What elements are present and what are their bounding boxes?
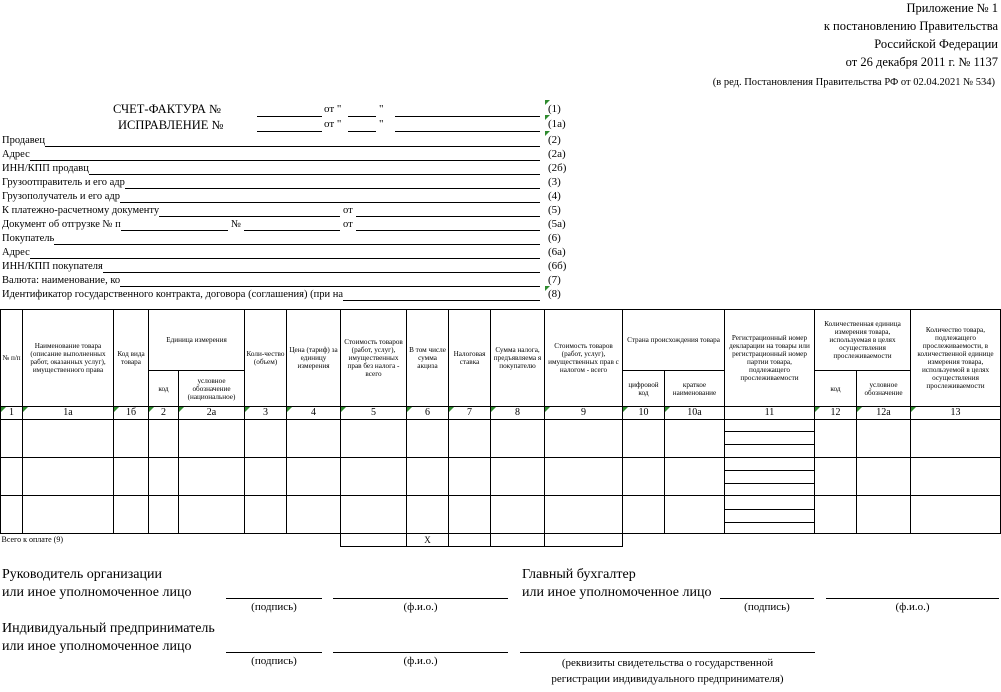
col-header-trace-unit: Количественная единица измерения товара, используемая в целях осуществления прослеживаемости (815, 310, 911, 371)
field-line-seller[interactable] (2, 146, 540, 147)
correction-day-field[interactable] (348, 131, 376, 132)
field-line-buyer[interactable] (2, 244, 540, 245)
col-header-excise: В том числе сумма акциза (407, 310, 449, 407)
col-number: 7 (449, 407, 491, 420)
col-header-trace-code: код (815, 371, 857, 407)
total-cost-tax[interactable] (545, 534, 623, 547)
reg-subline (725, 509, 815, 510)
marker-icon (545, 115, 550, 120)
col-header-unit-name: условное обозначение (национальное) (179, 371, 245, 407)
col-number: 9 (545, 407, 623, 420)
marker-icon (179, 407, 184, 412)
marker-icon (23, 407, 28, 412)
marker-icon (857, 407, 862, 412)
col-number: 12 (815, 407, 857, 420)
goods-table (0, 309, 1001, 547)
field-label-buyer-address: Адрес (2, 247, 30, 258)
marker-icon (545, 407, 550, 412)
invoice-day-field[interactable] (348, 116, 376, 117)
field-code-buyer-inn: (6б) (548, 260, 567, 272)
total-label: Всего к оплате (9) (1, 534, 341, 547)
marker-icon (1, 407, 6, 412)
col-number: 11 (725, 407, 815, 420)
marker-icon (114, 407, 119, 412)
marker-icon (545, 100, 550, 105)
col-number: 1а (23, 407, 114, 420)
field-label-buyer: Покупатель (2, 233, 55, 244)
head-sign-caption: (подпись) (251, 601, 297, 613)
accountant-line2: или иное уполномоченное лицо (522, 585, 712, 600)
invoice-label: СЧЕТ-ФАКТУРА № (113, 102, 221, 116)
total-cost-no-tax[interactable] (341, 534, 407, 547)
appendix-line4: от 26 декабря 2011 г. № 1137 (845, 55, 998, 69)
col-number: 10 (623, 407, 665, 420)
total-tax[interactable] (491, 534, 545, 547)
marker-icon (545, 131, 550, 136)
edition-note: (в ред. Постановления Правительства РФ от 02.04.2021 № 534) (712, 77, 995, 88)
invoice-code: (1) (548, 103, 561, 115)
reg-subline (725, 483, 815, 484)
appendix-line2: к постановлению Правительства (823, 19, 998, 33)
accountant-label (522, 566, 711, 602)
col-header-cost-tax: Стоимость товаров (работ, услуг), имущественных прав с налогом - всего (545, 310, 623, 407)
invoice-number-field[interactable] (257, 116, 322, 117)
marker-icon (911, 407, 916, 412)
col-header-trace-qty: Количество товара, подлежащего прослеживаемости, в количественной единице измерения товара, используемой в целях осуществления прослеживаемости (911, 310, 1001, 407)
invoice-date-field[interactable] (395, 116, 540, 117)
marker-icon (815, 407, 820, 412)
reg-subline (725, 522, 815, 523)
marker-icon (623, 407, 628, 412)
ip-line2: или иное уполномоченное лицо (2, 639, 192, 654)
col-header-reg: Регистрационный номер декларации на товары или регистрационный номер партии товара, подлежащего прослеживаемости (725, 310, 815, 407)
head-sign-field[interactable] (226, 598, 322, 599)
head-fio-caption: (ф.и.о.) (403, 601, 438, 613)
col-header-kind: Код вида товара (114, 310, 149, 407)
col-number: 3 (245, 407, 287, 420)
correction-quote: " (379, 118, 384, 130)
field-code-currency: (7) (548, 274, 561, 286)
marker-icon (407, 407, 412, 412)
field-code-buyer-address: (6а) (548, 246, 566, 258)
correction-number-field[interactable] (257, 131, 322, 132)
col-header-unit: Единица измерения (149, 310, 245, 371)
field-label-seller-address: Адрес (2, 149, 30, 160)
appendix-line3: Российской Федерации (874, 37, 998, 51)
field-from-shipping-doc: от (340, 219, 356, 231)
col-header-country: Страна происхождения товара (623, 310, 725, 371)
col-number: 1 (1, 407, 23, 420)
col-header-country-code: цифровой код (623, 371, 665, 407)
field-line-buyer-address[interactable] (2, 258, 540, 259)
correction-from: от " (324, 118, 342, 130)
marker-icon (665, 407, 670, 412)
accountant-fio-caption: (ф.и.о.) (895, 601, 930, 613)
correction-label: ИСПРАВЛЕНИЕ № (118, 118, 224, 132)
accountant-sign-caption: (подпись) (744, 601, 790, 613)
reg-subline (725, 444, 815, 445)
field-label-payment-doc: К платежно-расчетному документу (2, 205, 160, 216)
invoice-from: от " (324, 103, 342, 115)
col-number: 8 (491, 407, 545, 420)
field-code-seller-address: (2а) (548, 148, 566, 160)
field-code-payment-doc: (5) (548, 204, 561, 216)
marker-icon (149, 407, 154, 412)
col-header-rate: Налоговая ставка (449, 310, 491, 407)
head-label (2, 566, 191, 602)
marker-icon (245, 407, 250, 412)
field-code-shipping-doc: (5а) (548, 218, 566, 230)
appendix-block (824, 0, 998, 70)
correction-code: (1а) (548, 118, 566, 130)
field-label-seller: Продавец (2, 135, 45, 146)
reg-subline (725, 431, 815, 432)
ip-fio-field[interactable] (333, 652, 508, 653)
col-number: 6 (407, 407, 449, 420)
field-label-consignee: Грузополучатель и его адр (2, 191, 120, 202)
col-header-price: Цена (тариф) за единицу измерения (287, 310, 341, 407)
total-excise: Х (407, 534, 449, 547)
col-number: 13 (911, 407, 1001, 420)
col-header-tax: Сумма налога, предъявляема я покупателю (491, 310, 545, 407)
ip-reg-caption (520, 655, 815, 687)
ip-label (2, 620, 215, 656)
accountant-line1: Главный бухгалтер (522, 567, 636, 582)
col-header-country-name: краткое наименование (665, 371, 725, 407)
col-number: 2 (149, 407, 179, 420)
col-header-name: Наименование товара (описание выполненных работ, оказанных услуг), имущественного права (23, 310, 114, 407)
field-label-shipper: Грузоотправитель и его адр (2, 177, 125, 188)
field-label-currency: Валюта: наименование, ко (2, 275, 121, 286)
col-number: 2а (179, 407, 245, 420)
ip-sign-caption: (подпись) (251, 655, 297, 667)
accountant-sign-field[interactable] (720, 598, 814, 599)
field-label-contract-id: Идентификатор государственного контракта, договора (соглашения) (при на (2, 289, 343, 300)
head-line2: или иное уполномоченное лицо (2, 585, 192, 600)
total-row (1, 534, 1001, 547)
reg-subline (725, 470, 815, 471)
correction-date-field[interactable] (395, 131, 540, 132)
field-code-buyer: (6) (548, 232, 561, 244)
ip-sign-field[interactable] (226, 652, 322, 653)
col-header-cost-no-tax: Стоимость товаров (работ, услуг), имущественных прав без налога - всего (341, 310, 407, 407)
ip-reg-line2: регистрации индивидуального предпринимателя) (551, 673, 784, 685)
field-code-seller-inn: (2б) (548, 162, 567, 174)
field-code-shipper: (3) (548, 176, 561, 188)
col-header-qty: Коли-чество (объем) (245, 310, 287, 407)
col-header-no: № п/п (1, 310, 23, 407)
head-fio-field[interactable] (333, 598, 508, 599)
marker-icon (341, 407, 346, 412)
field-line-seller-address[interactable] (2, 160, 540, 161)
col-number: 1б (114, 407, 149, 420)
head-line1: Руководитель организации (2, 567, 162, 582)
field-from-payment-doc: от (340, 205, 356, 217)
field-label-seller-inn: ИНН/КПП продавц (2, 163, 89, 174)
table-row (1, 458, 1001, 496)
accountant-fio-field[interactable] (826, 598, 999, 599)
field-label-shipping-doc: Документ об отгрузке № п (2, 219, 121, 230)
col-header-trace-name: условное обозначение (857, 371, 911, 407)
col-number: 4 (287, 407, 341, 420)
field-no-shipping-doc: № (228, 219, 244, 231)
col-header-unit-code: код (149, 371, 179, 407)
invoice-quote: " (379, 103, 384, 115)
col-number: 10а (665, 407, 725, 420)
field-code-contract-id: (8) (548, 288, 561, 300)
appendix-line1: Приложение № 1 (906, 1, 998, 15)
table-row (1, 496, 1001, 534)
total-excise-x (449, 534, 491, 547)
field-code-consignee: (4) (548, 190, 561, 202)
marker-icon (545, 286, 550, 291)
col-number: 12а (857, 407, 911, 420)
ip-reg-line1: (реквизиты свидетельства о государственной (561, 657, 774, 669)
marker-icon (449, 407, 454, 412)
marker-icon (287, 407, 292, 412)
field-label-buyer-inn: ИНН/КПП покупателя (2, 261, 103, 272)
col-number: 5 (341, 407, 407, 420)
marker-icon (491, 407, 496, 412)
field-code-seller: (2) (548, 134, 561, 146)
ip-reg-field[interactable] (520, 652, 815, 653)
ip-line1: Индивидуальный предприниматель (2, 621, 215, 636)
ip-fio-caption: (ф.и.о.) (403, 655, 438, 667)
table-row (1, 420, 1001, 458)
